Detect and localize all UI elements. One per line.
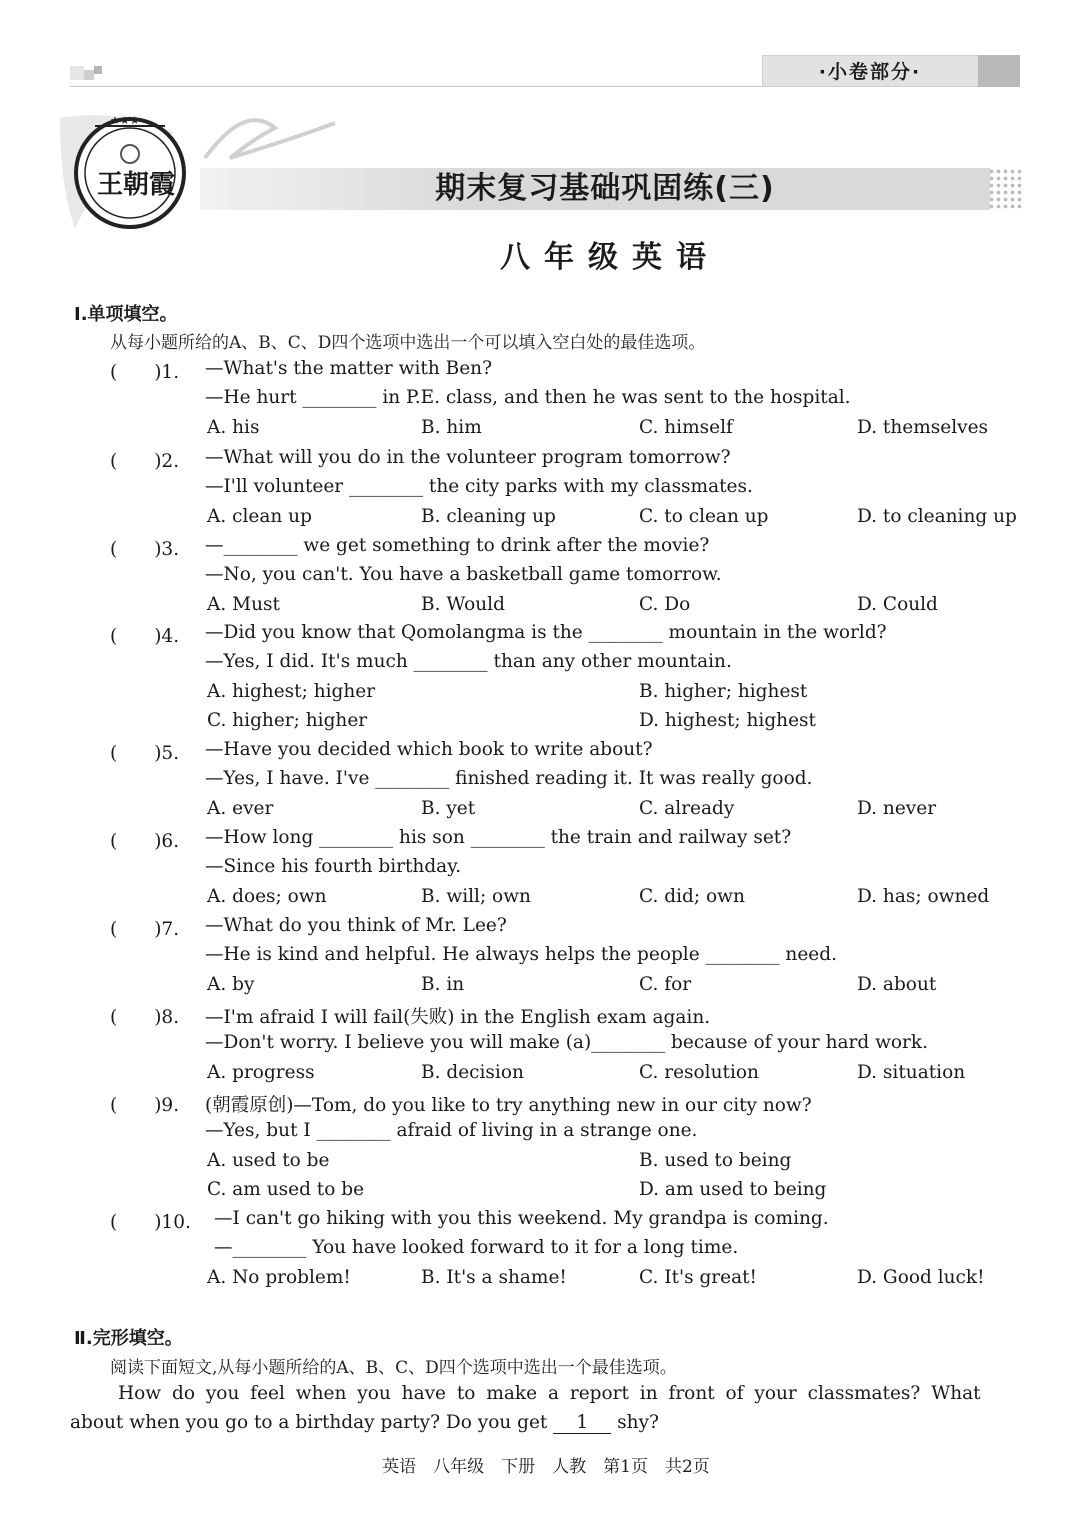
answer-option[interactable]: B. cleaning up: [421, 505, 556, 527]
answer-option[interactable]: A. does; own: [207, 885, 327, 907]
question-number: ( )9.: [110, 1095, 180, 1116]
answer-option[interactable]: B. used to being: [639, 1149, 792, 1171]
answer-option[interactable]: C. resolution: [639, 1061, 759, 1083]
question-response: —________ You have looked forward to it for a long time.: [214, 1237, 739, 1259]
answer-option[interactable]: B. him: [421, 416, 482, 438]
answer-option[interactable]: A. by: [207, 973, 255, 995]
answer-option[interactable]: D. to cleaning up: [857, 505, 1017, 527]
answer-option[interactable]: D. about: [857, 973, 937, 995]
answer-option[interactable]: D. Could: [857, 593, 938, 615]
section-badge-block: [978, 55, 1020, 87]
cloze-blank: 1: [553, 1413, 611, 1434]
answer-option[interactable]: C. am used to be: [207, 1178, 365, 1200]
question-number: ( )6.: [110, 831, 180, 852]
section-2-heading: Ⅱ.完形填空。: [74, 1328, 183, 1349]
answer-option[interactable]: A. his: [207, 416, 260, 438]
question-prompt: —Have you decided which book to write about?: [205, 739, 653, 760]
question-prompt: —I'm afraid I will fail(失败) in the English exam again.: [205, 1007, 711, 1028]
page-footer: 英语 八年级 下册 人教 第1页 共2页: [382, 1457, 710, 1477]
question-number: ( )10.: [110, 1212, 191, 1233]
answer-option[interactable]: B. Would: [421, 593, 505, 615]
page-subtitle: 八年级英语: [500, 240, 720, 275]
passage-text: shy?: [617, 1412, 659, 1433]
answer-option[interactable]: D. has; owned: [857, 885, 990, 907]
svg-text:★★★: ★★★: [110, 114, 140, 127]
answer-option[interactable]: A. highest; higher: [207, 680, 376, 702]
question-prompt: —What do you think of Mr. Lee?: [205, 915, 507, 936]
answer-option[interactable]: D. never: [857, 797, 937, 819]
question-number: ( )4.: [110, 626, 180, 647]
section-badge-label: ·小卷部分·: [818, 61, 922, 83]
page-title: 期末复习基础巩固练(三): [435, 171, 775, 206]
answer-option[interactable]: A. Must: [207, 593, 280, 615]
question-prompt: —Did you know that Qomolangma is the ________ mountain in the world?: [205, 622, 887, 643]
answer-option[interactable]: B. decision: [421, 1061, 524, 1083]
corner-decoration: [84, 70, 94, 80]
answer-option[interactable]: C. did; own: [639, 885, 745, 907]
answer-option[interactable]: B. in: [421, 973, 465, 995]
question-response: —Yes, I did. It's much ________ than any other mountain.: [205, 651, 732, 673]
answer-option[interactable]: D. highest; highest: [639, 709, 816, 731]
answer-option[interactable]: A. ever: [207, 797, 274, 819]
question-prompt: —How long ________ his son ________ the train and railway set?: [205, 827, 792, 848]
answer-option[interactable]: D. Good luck!: [857, 1266, 985, 1288]
question-number: ( )1.: [110, 362, 180, 383]
answer-option[interactable]: C. higher; higher: [207, 709, 368, 731]
answer-option[interactable]: D. am used to being: [639, 1178, 827, 1200]
answer-option[interactable]: C. It's great!: [639, 1266, 757, 1288]
question-response: —He hurt ________ in P.E. class, and then he was sent to the hospital.: [205, 387, 851, 409]
section-1-heading: Ⅰ.单项填空。: [74, 304, 178, 325]
question-number: ( )3.: [110, 539, 180, 560]
question-number: ( )2.: [110, 451, 180, 472]
passage-text: about when you go to a birthday party? Do you get: [70, 1412, 548, 1433]
answer-option[interactable]: D. situation: [857, 1061, 966, 1083]
title-dots-decoration: [988, 168, 1024, 210]
answer-option[interactable]: C. already: [639, 797, 735, 819]
question-prompt: —________ we get something to drink after the movie?: [205, 535, 710, 556]
question-response: —Don't worry. I believe you will make (a)________ because of your hard work.: [205, 1032, 928, 1054]
logo-text: 王朝霞: [97, 170, 176, 200]
answer-option[interactable]: A. No problem!: [207, 1266, 351, 1288]
section-1-instruction: 从每小题所给的A、B、C、D四个选项中选出一个可以填入空白处的最佳选项。: [110, 333, 706, 353]
answer-option[interactable]: A. progress: [207, 1061, 315, 1083]
question-number: ( )5.: [110, 743, 180, 764]
question-response: —No, you can't. You have a basketball game tomorrow.: [205, 564, 722, 586]
answer-option[interactable]: B. It's a shame!: [421, 1266, 567, 1288]
passage-line-2: [70, 1412, 659, 1434]
question-number: ( )8.: [110, 1007, 180, 1028]
question-response: —Yes, I have. I've ________ finished reading it. It was really good.: [205, 768, 813, 790]
answer-option[interactable]: C. Do: [639, 593, 691, 615]
answer-option[interactable]: A. used to be: [207, 1149, 330, 1171]
corner-decoration: [94, 66, 102, 74]
question-prompt: —I can't go hiking with you this weekend. My grandpa is coming.: [214, 1208, 829, 1229]
answer-option[interactable]: D. themselves: [857, 416, 989, 438]
question-number: ( )7.: [110, 919, 180, 940]
question-response: —Since his fourth birthday.: [205, 856, 462, 878]
answer-option[interactable]: B. higher; highest: [639, 680, 808, 702]
answer-option[interactable]: B. yet: [421, 797, 476, 819]
question-prompt: —What's the matter with Ben?: [205, 358, 493, 379]
question-prompt: (朝霞原创)—Tom, do you like to try anything new in our city now?: [205, 1095, 812, 1116]
question-response: —I'll volunteer ________ the city parks with my classmates.: [205, 476, 753, 498]
question-prompt: —What will you do in the volunteer program tomorrow?: [205, 447, 731, 468]
answer-option[interactable]: C. himself: [639, 416, 733, 438]
answer-option[interactable]: B. will; own: [421, 885, 531, 907]
answer-option[interactable]: A. clean up: [207, 505, 312, 527]
question-response: —Yes, but I ________ afraid of living in a strange one.: [205, 1120, 698, 1142]
section-2-instruction: 阅读下面短文,从每小题所给的A、B、C、D四个选项中选出一个最佳选项。: [110, 1358, 677, 1378]
passage-line-1: How do you feel when you have to make a report in front of your classmates? What: [118, 1383, 981, 1404]
question-response: —He is kind and helpful. He always helps the people ________ need.: [205, 944, 837, 966]
answer-option[interactable]: C. for: [639, 973, 692, 995]
answer-option[interactable]: C. to clean up: [639, 505, 769, 527]
corner-decoration: [70, 66, 84, 80]
